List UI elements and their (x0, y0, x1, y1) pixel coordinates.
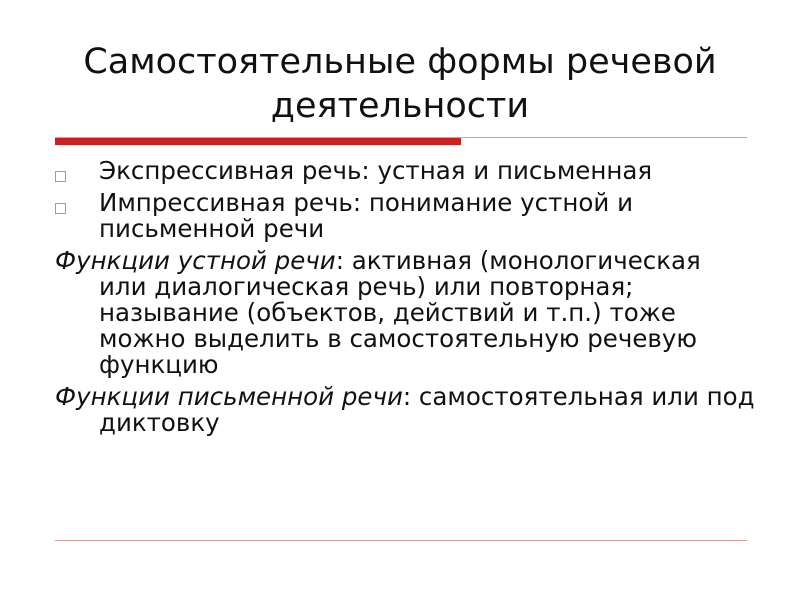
bullet-text: Экспрессивная речь: устная и письменная (99, 156, 653, 185)
written-speech-functions-paragraph (55, 384, 755, 436)
footer-divider (55, 540, 747, 541)
slide-title: Самостоятельные формы речевой деятельности (83, 42, 717, 126)
paragraph-text: : самостоятельная или под диктовку (99, 382, 755, 437)
paragraph-label: Функции письменной речи (55, 382, 403, 411)
title-divider-accent (55, 138, 461, 145)
bullet-text: Импрессивная речь: понимание устной и письменной речи (99, 188, 634, 243)
square-bullet-icon (55, 171, 66, 182)
paragraph-label: Функции устной речи (55, 246, 336, 275)
oral-speech-functions-paragraph (55, 248, 755, 378)
square-bullet-icon (55, 203, 66, 214)
bullet-item (55, 158, 755, 184)
paragraph-text: : активная (монологическая или диалогическая речь) или повторная; называние (объектов, действий и т.п.) тоже можно выделить в самостоятельную речевую функцию (99, 246, 701, 379)
slide-body (55, 158, 755, 442)
bullet-item (55, 190, 755, 242)
